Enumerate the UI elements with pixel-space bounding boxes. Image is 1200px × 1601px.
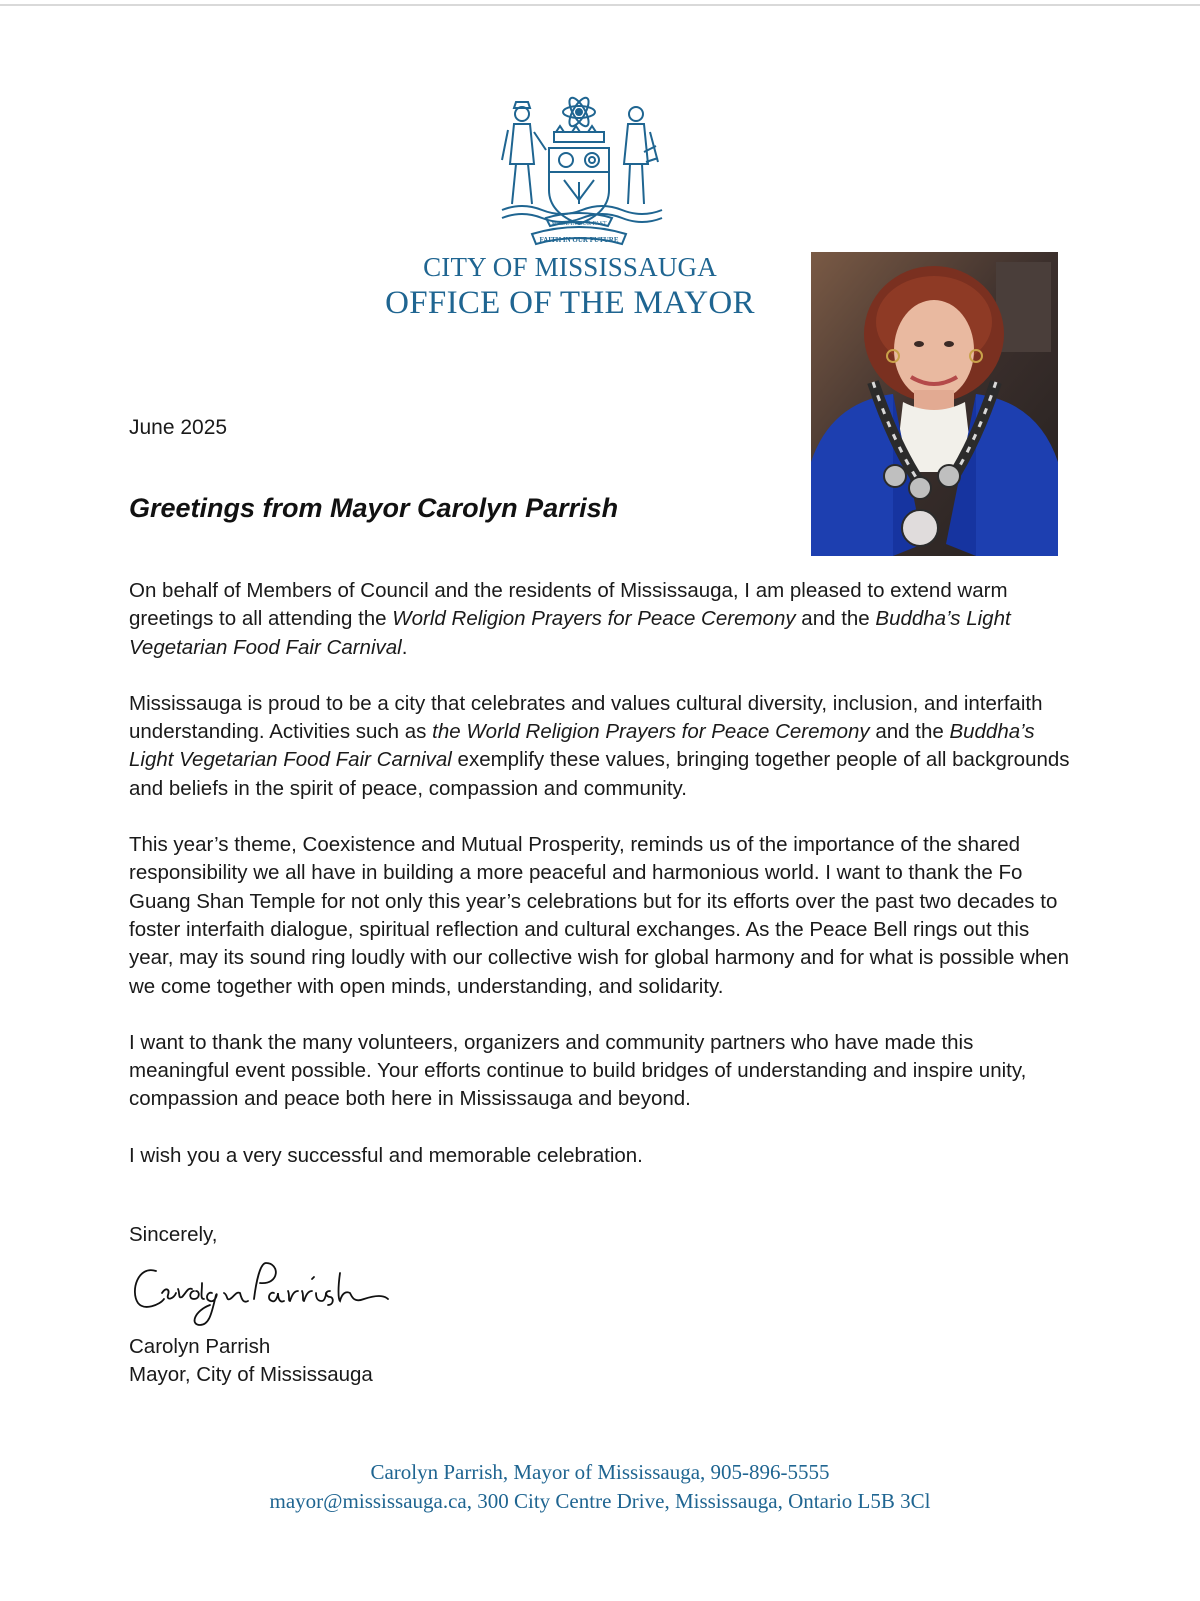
crest-motto-upper: MADE IN OUR PAST [551, 221, 607, 227]
city-crest-icon [494, 92, 664, 254]
footer-contact-line: Carolyn Parrish, Mayor of Mississauga, 905-896-5555 [370, 1460, 830, 1484]
paragraph-4: I want to thank the many volunteers, organizers and community partners who have made this meaningful event possible. Your efforts continue to build bridges of understanding and inspire unity, compassion and peace both here in Mississauga and beyond. [129, 1030, 1027, 1111]
office-name: OFFICE OF THE MAYOR [385, 285, 755, 321]
paragraph-5: I wish you a very successful and memorable celebration. [129, 1143, 643, 1167]
letter-body [129, 577, 1079, 1198]
paragraph-3: This year’s theme, Coexistence and Mutual Prosperity, reminds us of the importance of the shared responsibility we all have in building a more peaceful and harmonious world. I want to thank the Fo Guang Shan Temple for not only this year’s celebrations but for its efforts over the past two decades to foster interfaith dialogue, spiritual reflection and cultural exchanges. As the Peace Bell rings out this year, may its sound ring loudly with our collective wish for global harmony and for what is possible when we come together with open minds, understanding, and solidarity. [129, 833, 1070, 998]
paragraph-2: Mississauga is proud to be a city that celebrates and values cultural diversity, inclusion, and interfaith understanding. Activities such as the World Religion Prayers for Peace Ceremony and the Buddha’s Light Vegetarian Food Fair Carnival exemplify these values, bringing together people of all backgrounds and beliefs in the spirit of peace, compassion and community. [129, 691, 1070, 800]
footer-address-line: mayor@mississauga.ca, 300 City Centre Drive, Mississauga, Ontario L5B 3Cl [269, 1489, 931, 1513]
letter-date: June 2025 [129, 416, 228, 439]
handwritten-signature [128, 1253, 400, 1333]
crest-motto-lower: FAITH IN OUR FUTURE [539, 236, 619, 244]
mayor-portrait [811, 252, 1058, 556]
city-name: CITY OF MISSISSAUGA [423, 252, 717, 282]
paragraph-1: On behalf of Members of Council and the residents of Mississauga, I am pleased to extend warm greetings to all attending the World Religion Prayers for Peace Ceremony and the Buddha’s Light Vegetarian Food Fair Carnival. [129, 579, 1011, 659]
signer-name: Carolyn Parrish [129, 1335, 271, 1358]
closing: Sincerely, [129, 1223, 218, 1246]
signer-title: Mayor, City of Mississauga [129, 1363, 373, 1386]
letter-greeting: Greetings from Mayor Carolyn Parrish [129, 493, 619, 523]
